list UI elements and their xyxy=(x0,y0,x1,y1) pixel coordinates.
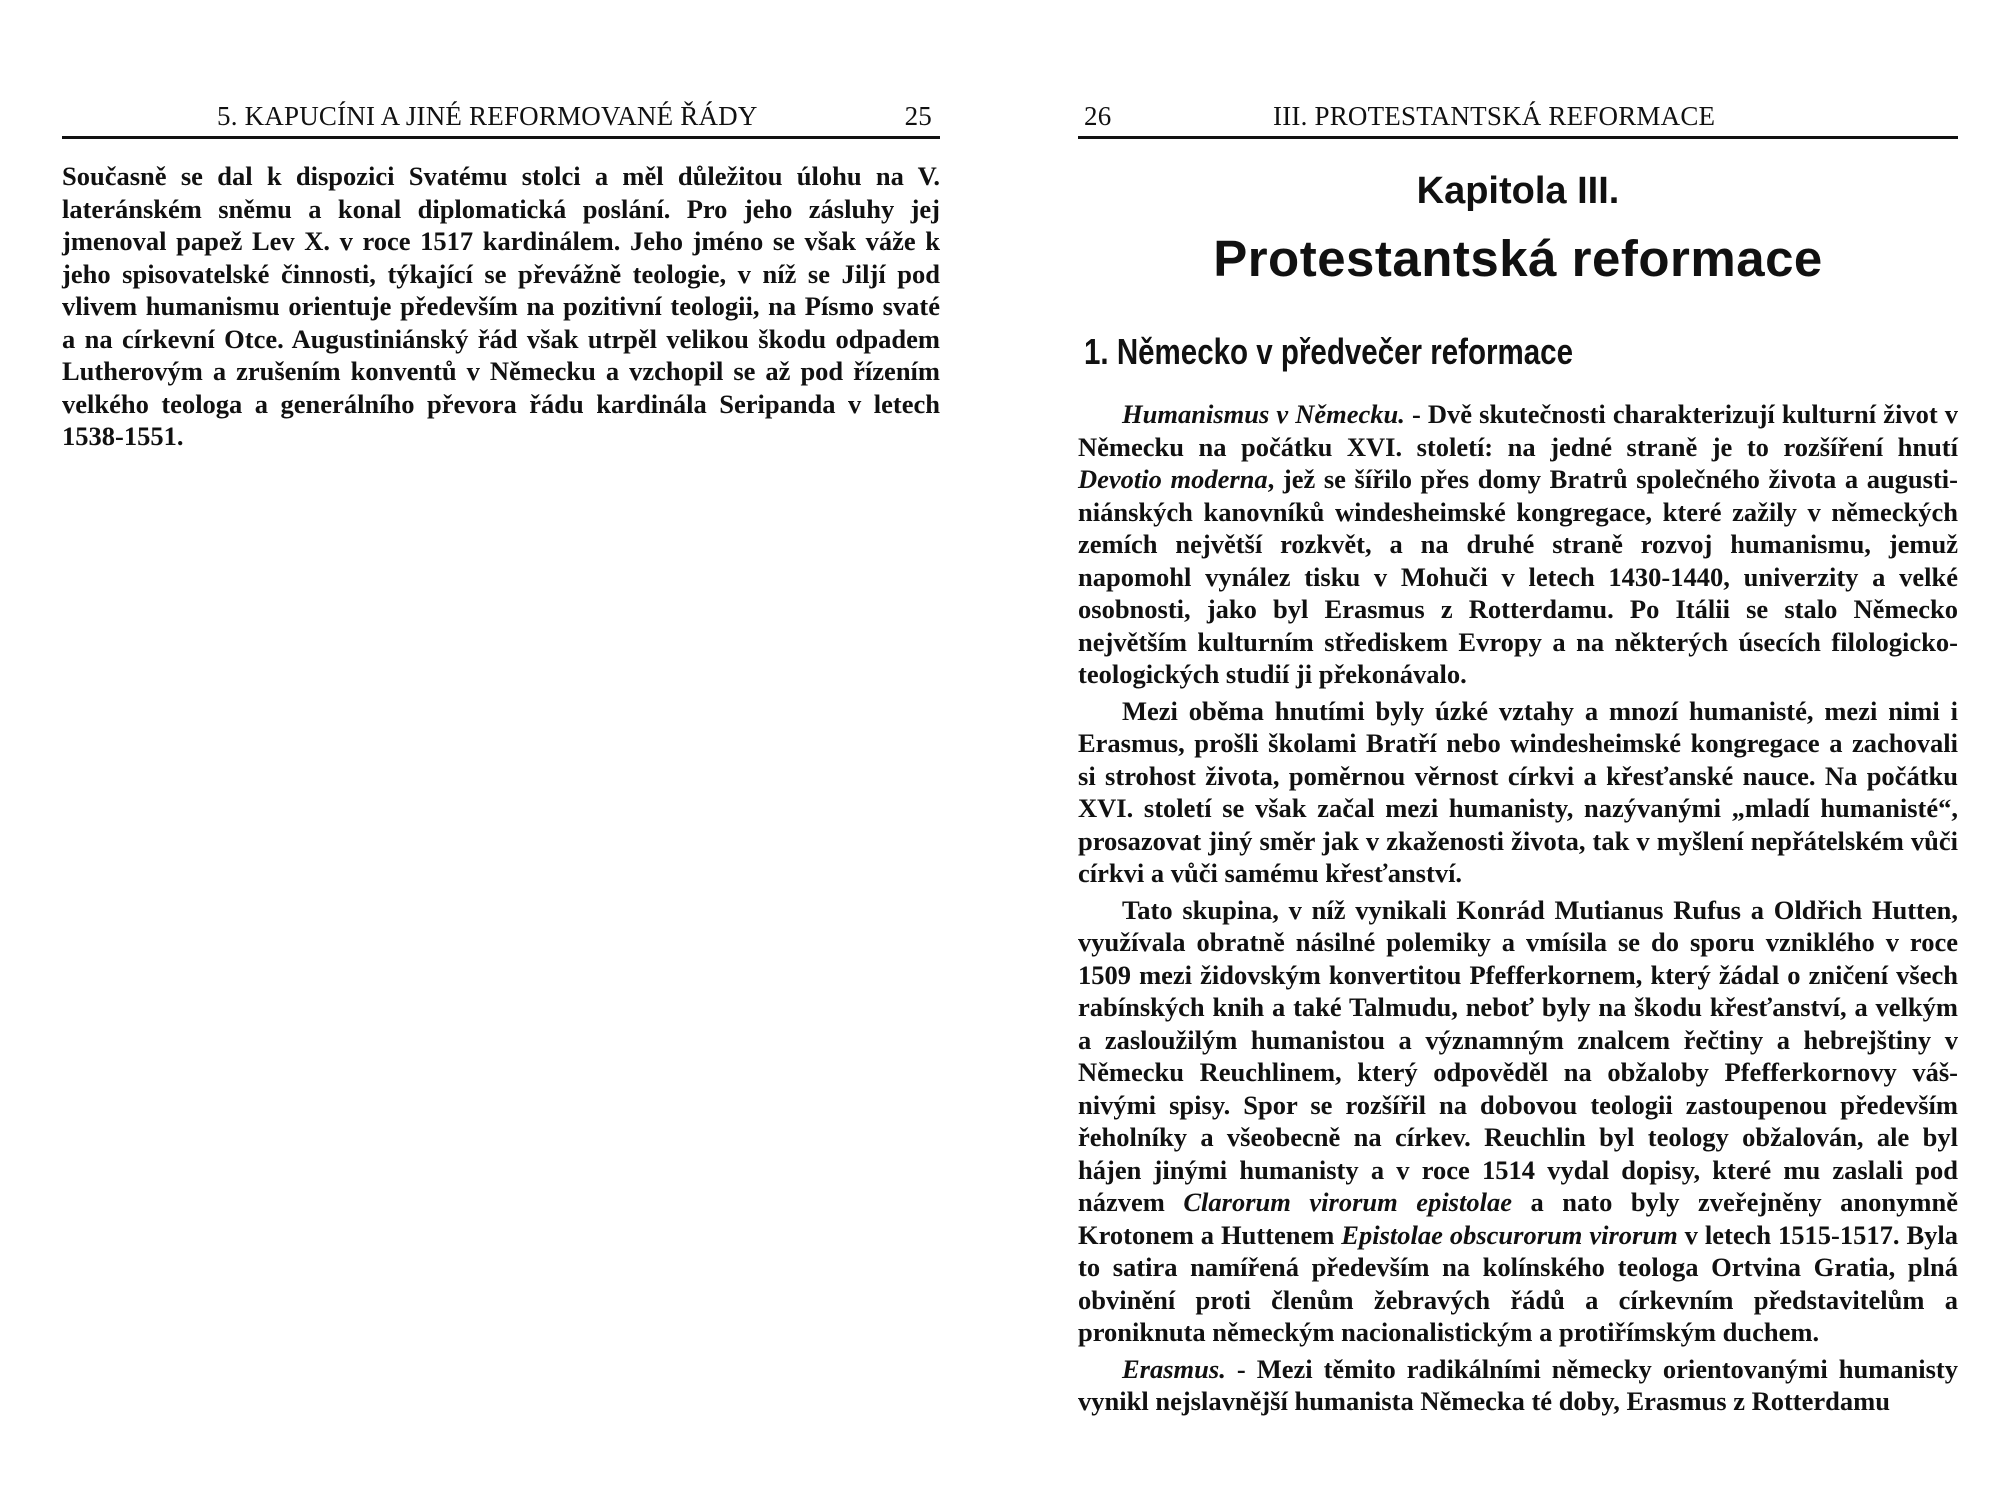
right-body-text xyxy=(1078,398,1958,1418)
paragraph-text: , jež se šířilo přes domy Bratrů společného života a augustiniánských kanovníků windesheimské kongregace, které zažily v německých zemích největší rozkvět, a na druhé straně rozvoj humanismu, jemuž napomohl vynález tisku v Mohuči v letech 1430-1440, univerzity a velké osobnosti, jako byl Erasmus z Rotterdamu. Po Itálii se stalo Německo největším kulturním střediskem Evropy a na některých úsecích filologicko-teologických studií ji překonávalo. xyxy=(1078,464,1958,689)
paragraph-text: Tato skupina, v níž vynikali Konrád Mutianus Rufus a Oldřich Hutten, využívala obratně násilné polemiky a vmísila se do sporu vzniklého v roce 1509 mezi židovským konvertitou Pfefferkornem, který žádal o zničení všech rabínských knih a také Talmudu, neboť byly na škodu křesťanství, a velkým a zasloužilým humanistou a významným znalcem řečtiny a hebrejštiny v Německu Reuchlinem, který odpověděl na obžaloby Pfefferkornovy vášnivými spisy. Spor se rozšířil na dobovou teologii zastoupenou především řeholníky a všeobecně na církev. Reuchlin byl teology obžalován, ale byl hájen jinými humanisty a v roce 1514 vydal dopisy, které mu zaslali pod názvem xyxy=(1078,894,1958,1217)
left-paragraph: Současně se dal k dispozici Svatému stolci a měl důležitou úlohu na V. lateránském sněmu a konal diplomatická poslání. Pro jeho zásluhy jej jmenoval papež Lev X. v roce 1517 kardinálem. Jeho jméno se však váže k jeho spisovatelské činnosti, týkající se převážně teologie, v níž se Jiljí pod vlivem humanismu orientuje především na pozitivní teologii, na Písmo svaté a na církevní Otce. Augustiniánský řád však utrpěl velikou škodu odpadem Lutherovým a zrušením konventů v Německu a vzchopil se až pod řízením velkého teologa a generálního převora řádu kardinála Seripanda v letech 1538-1551. xyxy=(62,161,940,451)
paragraph-text: a nato byly zveřejněny anonymně Krotonem a Huttenem xyxy=(1078,1187,1958,1250)
paragraph-lead: Erasmus. xyxy=(1122,1353,1226,1384)
paragraph-mezi-obema: Mezi oběma hnutími byly úzké vztahy a mnozí humanisté, mezi nimi i Erasmus, prošli školami Bratří nebo windesheimské kongregace a zachovali si strohost života, poměrnou věrnost církvi a křesťanské nauce. Na počátku XVI. století se však začal mezi humanisty, nazývanými „mladí humanisté“, prosazovat jiný směr jak v zkaženosti života, tak v myšlení nepřátelském vůči církvi a vůči samému křesťanství. xyxy=(1078,695,1958,888)
paragraph-tato-skupina xyxy=(1078,894,1958,1349)
paragraph-text: v letech 1515-1517. Byla to satira namířená především na kolínského teologa Ortvina Gratia, plná obvinění proti členům žebravých řádů a církevním představitelům a proniknuta německým nacionalistickým a protiřímským duchem. xyxy=(1078,1219,1958,1347)
paragraph-text: - Dvě skutečnosti charakterizují kulturní život v Německu na počátku XVI. století: na jedné straně je to rozšíření hnutí xyxy=(1078,399,1958,462)
paragraph-emphasis: Epistolae obscurorum virorum xyxy=(1341,1219,1678,1250)
paragraph-emphasis: Devotio moderna xyxy=(1078,464,1268,494)
paragraph-lead: Humanismus v Německu. xyxy=(1122,399,1405,429)
paragraph-erasmus xyxy=(1078,1353,1958,1418)
section-heading: 1. Německo v předvečer reformace xyxy=(1084,331,1574,372)
left-body-text xyxy=(62,160,940,453)
right-page-number: 26 xyxy=(1084,101,1112,131)
left-page-number: 25 xyxy=(904,101,932,131)
right-running-head xyxy=(1078,96,1958,139)
right-header-title: III. PROTESTANTSKÁ REFORMACE xyxy=(1273,101,1716,131)
chapter-label: Kapitola III. xyxy=(1416,170,1620,212)
left-header-title: 5. KAPUCÍNI A JINÉ REFORMOVANÉ ŘÁDY xyxy=(217,101,758,131)
paragraph-text: - Mezi těmito radikálními německy orientovanými humanisty vynikl nejslavnější humanista Německa té doby, Erasmus z Rotterdamu xyxy=(1078,1353,1958,1416)
paragraph-humanismus xyxy=(1078,398,1958,691)
paragraph-emphasis: Clarorum virorum epistolae xyxy=(1183,1187,1512,1217)
left-running-head xyxy=(62,96,940,139)
chapter-title: Protestantská reformace xyxy=(1213,230,1823,287)
